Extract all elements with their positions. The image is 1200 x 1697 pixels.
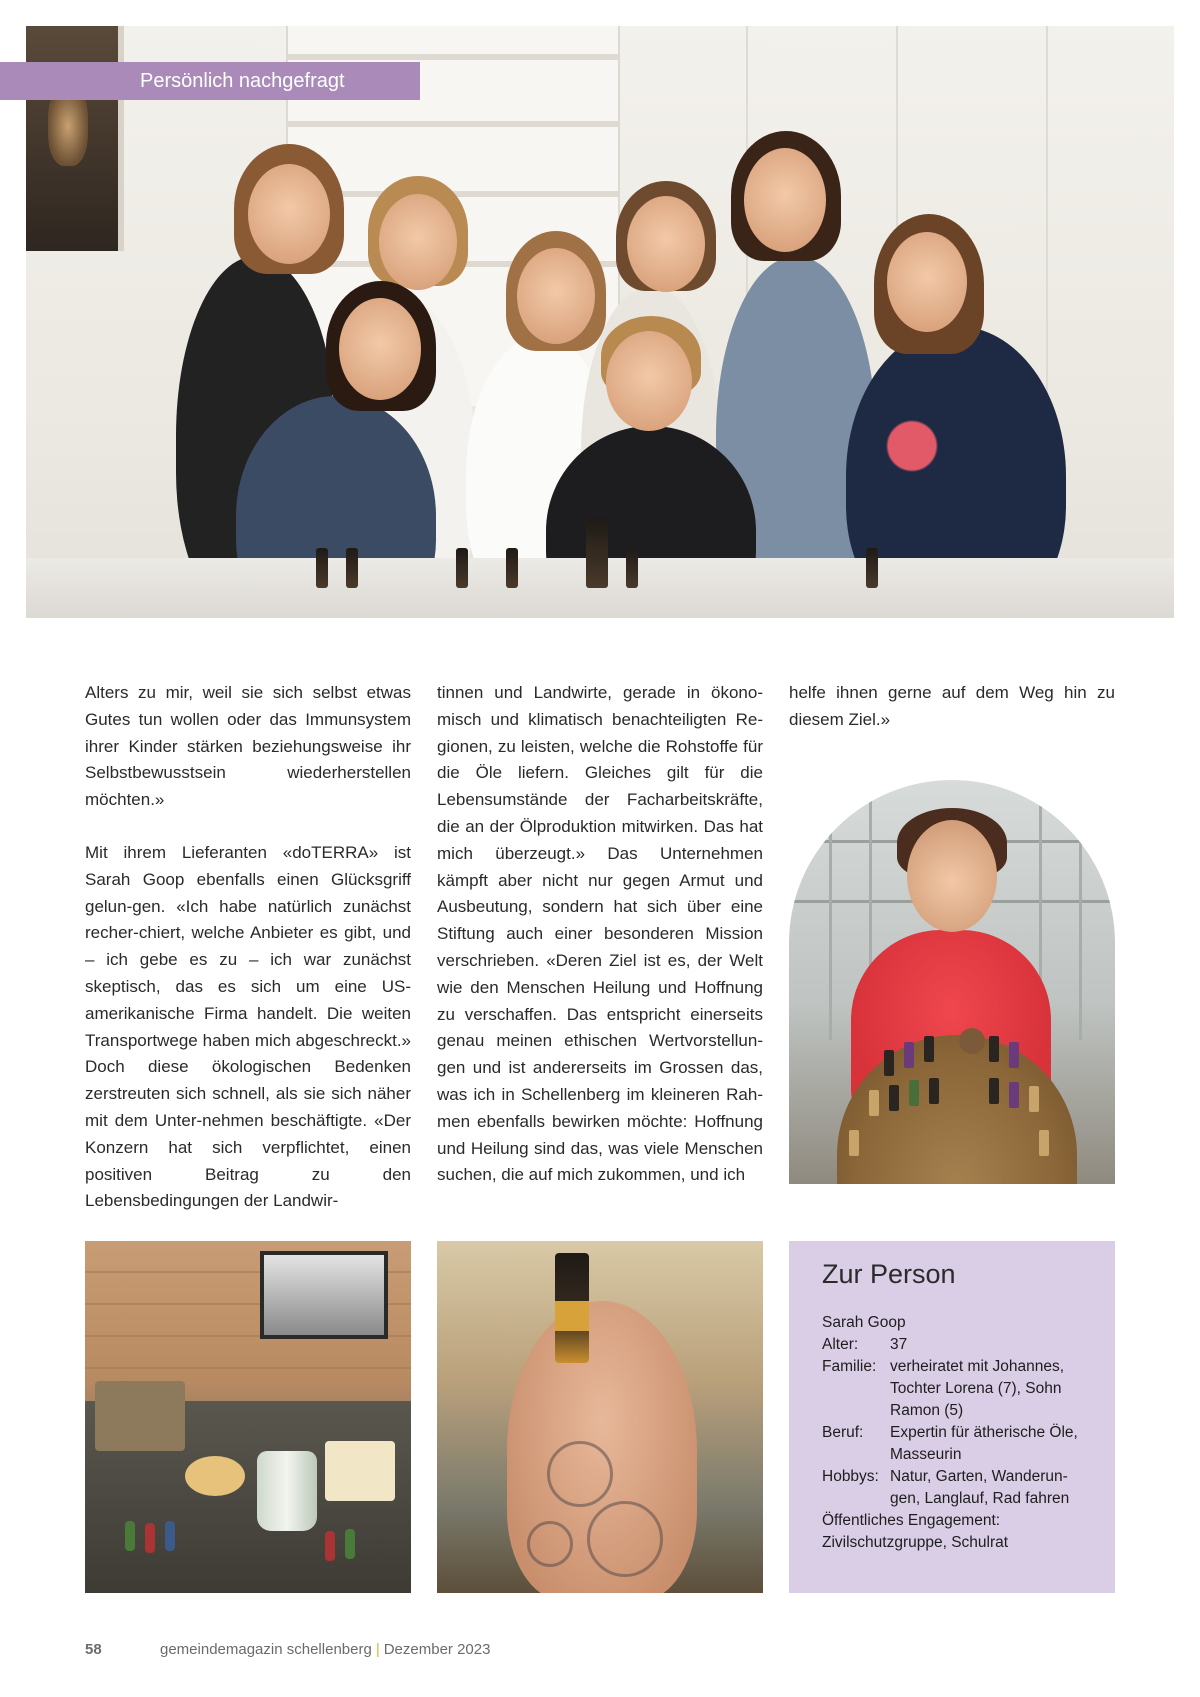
page-number: 58 [85,1641,102,1658]
paragraph: helfe ihnen gerne auf dem Weg hin zu diesem Ziel.» [789,683,1115,729]
page-footer [85,1641,490,1658]
info-row: Alter: 37 [822,1336,908,1353]
info-row: Familie: verheiratet mit Johannes, Tochter Lorena (7), Sohn Ramon (5) [822,1358,1065,1419]
workshop-table-photo [85,1241,411,1593]
wall-picture [26,26,124,251]
engagement-value: Zivilschutzgruppe, Schulrat [822,1534,1009,1551]
person-name: Sarah Goop [822,1314,906,1331]
publication-name: gemeindemagazin schellenberg [160,1641,372,1658]
engagement-label: Öffentliches Engagement: [822,1512,1001,1529]
info-box-title: Zur Person [822,1259,956,1289]
hero-photo [26,26,1174,618]
info-row: Hobbys: Natur, Garten, Wanderun-gen, Langlauf, Rad fahren [822,1468,1070,1507]
issue-date: Dezember 2023 [383,1641,491,1658]
info-box [789,1241,1115,1593]
article-column-1 [85,680,411,1241]
paragraph: Alters zu mir, weil sie sich selbst etwas Gutes tun wollen oder das Immunsystem ihrer Kinder stärken beziehungsweise ihr Selbstbewusstsein wiederherstellen möchten.» [85,683,411,810]
article-column-2 [437,680,763,1215]
wall-picture [260,1251,388,1339]
footer-separator: | [375,1641,380,1658]
article-column-3 [789,680,1115,760]
dropper-bottle-photo [437,1241,763,1593]
portrait-photo [789,780,1115,1184]
paragraph: tinnen und Landwirte, gerade in ökono-misch und klimatisch benachteiligten Re-gionen, zu leisten, welche die Rohstoffe für die Öle liefern. Gleiches gilt für die Lebensumstände der Facharbeitskräfte, die an der Ölproduktion mitwirken. Das hat mich überzeugt.» Das Unternehmen kämpft aber nicht nur gegen Armut und Ausbeutung, sondern hat sich über eine Stiftung auch einer besonderen Mission verschrieben. «Deren Ziel ist es, der Welt wie den Menschen Heilung und Hoffnung zu verschaffen. Das entspricht einerseits genau meinen ethischen Wertvorstellun-gen und ist andererseits im Grossen das, was ich in Schellenberg im kleineren Rah-men ebenfalls bewirken möchte: Hoffnung und Heilung sind das, was viele Menschen suchen, die auf mich zukommen, und ich [437,683,763,1185]
jug [257,1451,317,1531]
paragraph: Mit ihrem Lieferanten «doTERRA» ist Sarah Goop ebenfalls einen Glücksgriff gelun-gen. «Ich habe natürlich zunächst recher-chiert, welche Anbieter es gibt, und – ich gebe es zu – ich war zunächst skeptisch, das es sich um eine US-amerikanische Firma handelt. Die weiten Transportwege haben mich abgeschreckt.» Doch diese ökologischen Bedenken zerstreuten sich schnell, als sie sich näher mit dem Unter-nehmen beschäftigte. «Der Konzern hat sich verpflichtet, einen positiven Beitrag zu den Lebensbedingungen der Landwir- [85,842,411,1211]
category-tag: Persönlich nachgefragt [0,62,420,100]
info-row: Beruf: Expertin für ätherische Öle, Masseurin [822,1424,1078,1463]
